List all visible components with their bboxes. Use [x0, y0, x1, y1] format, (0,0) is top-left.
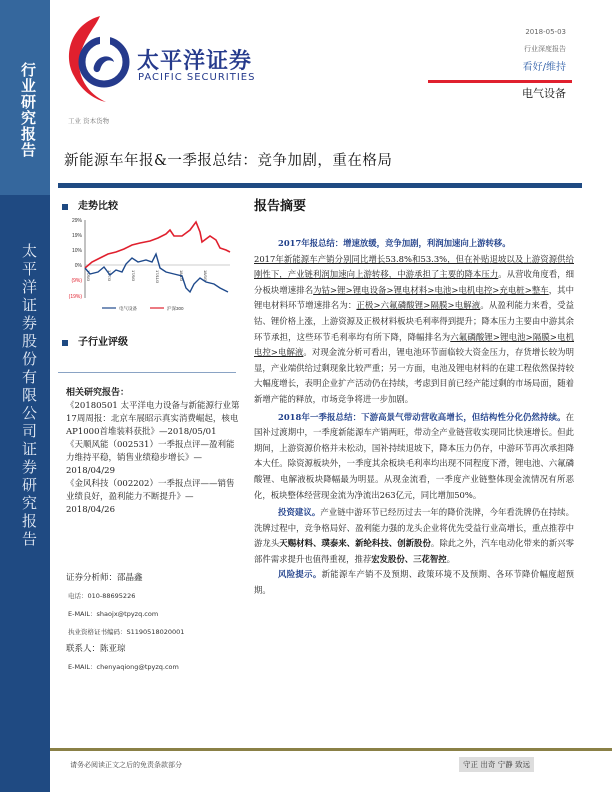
contact-heading: 联系人：陈亚琼: [66, 644, 126, 654]
svg-text:(9%): (9%): [71, 278, 82, 284]
abstract-title: 报告摘要: [254, 199, 307, 214]
contact-email[interactable]: E-MAIL：chenyaqiong@tpyzq.com: [68, 663, 179, 671]
related-report-item[interactable]: 《20180501 太平洋电力设备与新能源行业第17周周报：北京车展昭示真实消费崛起，核电AP1000首堆装料获批》—2018/05/01: [66, 401, 240, 437]
legend-sector: 电气设备: [119, 306, 137, 311]
sub-rating-divider: [58, 372, 236, 373]
sector: 电气设备: [522, 87, 566, 100]
analyst-heading: 证券分析师：邵晶鑫: [66, 573, 143, 583]
related-report-item[interactable]: 《金风科技（002202）一季报点评——销售业绩良好，盈利能力不断提升》—2018/04/26: [66, 479, 235, 515]
abstract-paragraph-risk: 风险提示。新能源车产销不及预期、政策环境不及预期、各环节降价幅度超预期。: [254, 569, 575, 596]
analyst-phone: 电话：010-88695226: [68, 592, 136, 600]
brand-name-en: PACIFIC SECURITIES: [138, 72, 256, 83]
svg-text:17/5/3: 17/5/3: [86, 270, 91, 282]
abstract-body: [254, 236, 574, 599]
footer-divider: [50, 748, 612, 751]
related-report-item[interactable]: 《天顺风能（002531）一季报点评—盈利能力维持平稳，销售业绩稳步增长》—2018/04/29: [66, 440, 235, 476]
page-title: 新能源车年报&一季报总结：竞争加剧，重在格局: [64, 153, 393, 169]
sub-rating-heading: 子行业评级: [62, 333, 128, 348]
svg-text:17/7/3: 17/7/3: [107, 270, 112, 282]
analyst-email[interactable]: E-MAIL：shaojx@tpyzq.com: [68, 610, 159, 618]
svg-text:0%: 0%: [74, 263, 82, 269]
title-divider: [58, 183, 582, 188]
category: 工业 资本货物: [68, 117, 110, 125]
report-date: 2018-05-03: [525, 28, 566, 36]
related-reports-heading: 相关研究报告：: [66, 388, 130, 398]
report-type: 行业深度报告: [524, 45, 566, 53]
legend-index: 沪深300: [167, 306, 184, 311]
svg-text:29%: 29%: [71, 218, 82, 224]
abstract-paragraph-2018q1: 2018年一季报总结：下游高景气带动营收高增长，但结构性分化仍然持续。在国补过渡期中，一季度新能源车产销两旺，带动全产业链营收实现同比快速增长。但此期间，上游资源价格并未松动，国补持续退坡下，降本压力仍存，中游环节再次承担降本大任。除资源板块外，一季度其余板块毛利率均出现不同程度下滑，锂电池、六氟磷酸锂、电解液板块降幅最为明显。从现金流看，一季度产业链整体现金流情况有所恶化，板块整体经营现金流为净流出263亿元，同比增加50%。: [254, 411, 574, 500]
abstract-paragraph-investment: 投资建议。产业链中游环节已经历过去一年的降价洗牌，今年看洗牌仍在持续。洗牌过程中，竞争格局好、盈利能力强的龙头企业将优先受益行业高增长，重点推荐中游龙头天赐材料、璞泰来、新纶科技、创新股份。除此之外，汽车电动化带来的新兴零部件需求提升也值得重视，推荐宏发股份、三花智控。: [254, 507, 575, 564]
sidebar-report-label: 行业研究报告: [19, 62, 37, 158]
rating: 看好/维持: [522, 62, 566, 73]
svg-text:17/11/3: 17/11/3: [155, 270, 160, 284]
header-divider: [428, 80, 572, 83]
pacific-securities-logo-icon: [62, 14, 132, 104]
related-reports: [66, 387, 241, 517]
sidebar-company-label: 太平洋证券股份有限公司证券研究报告: [20, 243, 38, 549]
abstract-paragraph-2017: 2017年报总结：增速放缓，竞争加剧，利润加速向上游转移。 2017年新能源车产销分别同比增长53.8%和53.3%，但在补贴退坡以及上游资源供给刚性下，产业链利润加速向上游转移，中游承担了主要的降本压力。从营收角度看，细分板块增速排名为钴>锂>锂电设备>锂电材料>电池>电机电控>充电桩>整车，其中锂电材料环节增速排名为：正极>六氟磷酸锂>隔膜>电解液。从盈利能力来看，受益钴、锂价格上涨，上游资源及正极材料板块毛利率得到提升；降本压力主要由中游其余环节承担，这些环节毛利率均有所下降，降幅排名为六氟磷酸锂>锂电池>隔膜>电机电控>电解液。对现金流分析可看出，锂电池环节面临较大资金压力，存货增长较为明显，产业端供给过剩现象比较严重；另一方面，电池及锂电材料的在建工程依然保持较大幅度增长，表明企业扩产活动仍在持续，考虑到目前已经产能过剩的市场局面，随着新增产能的释放，市场竞争将进一步加剧。: [254, 238, 575, 404]
svg-text:19%: 19%: [71, 233, 82, 239]
bullet-square-icon: [62, 340, 68, 346]
footer-disclaimer[interactable]: 请务必阅读正文之后的免责条款部分: [70, 761, 182, 769]
brand-name-cn: 太平洋证券: [137, 49, 253, 74]
svg-text:17/9/3: 17/9/3: [131, 270, 136, 282]
trend-chart: [60, 212, 236, 312]
trend-section-heading: 走势比较: [62, 197, 118, 212]
footer-motto: 守正 出奇 宁静 致远: [459, 757, 534, 772]
bullet-square-icon: [62, 204, 68, 210]
svg-text:(19%): (19%): [68, 294, 82, 300]
sidebar: [0, 0, 50, 792]
svg-text:10%: 10%: [71, 248, 82, 254]
analyst-license: 执业资格证书编码：S1190518020001: [68, 628, 185, 636]
svg-text:18/1/3: 18/1/3: [179, 270, 184, 282]
svg-text:18/3/3: 18/3/3: [203, 270, 208, 282]
